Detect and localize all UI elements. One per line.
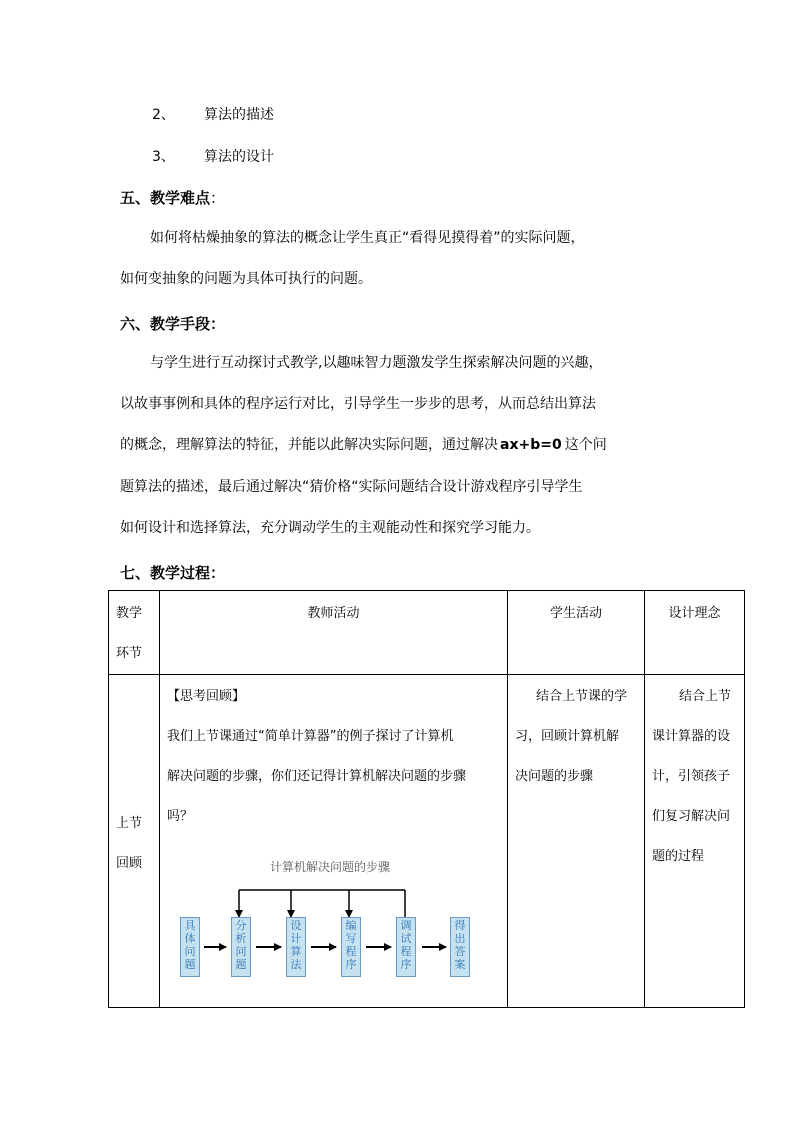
- header-design-label: 设计理念: [668, 606, 721, 621]
- section5-heading-text: 五、教学难点: [120, 189, 211, 207]
- section6-equation: ax+b=0: [500, 437, 562, 453]
- row1-student-line: 习，回顾计算机解: [515, 729, 620, 744]
- section6-line-2: 以故事事例和具体的程序运行对比，引导学生一步步的思考，从而总结出算法: [120, 396, 596, 412]
- header-student: [508, 591, 645, 675]
- list-item-2-number: 2、: [152, 107, 175, 123]
- row1-teacher-line: 解决问题的步骤，你们还记得计算机解决问题的步骤: [167, 769, 467, 784]
- row1-design-line: 课计算器的设: [652, 729, 731, 744]
- section5-heading-colon: ：: [210, 189, 226, 207]
- table-header-row: [109, 591, 745, 675]
- section7-heading: 七、教学过程：: [120, 564, 226, 582]
- row1-teacher-line: 我们上节课通过“简单计算器”的例子探讨了计算机: [167, 729, 454, 744]
- header-stage: [109, 591, 160, 675]
- flow-step-get-answer: 得出答案: [450, 917, 470, 977]
- row1-teacher-title: 【思考回顾】: [167, 689, 246, 704]
- row1-design-line: 计，引领孩子: [652, 769, 731, 784]
- row1-design-line: 题的过程: [652, 849, 705, 864]
- row1-teacher-line: 吗？: [167, 809, 194, 824]
- section5-heading: [120, 187, 225, 208]
- flow-step-write-program: 编写程序: [341, 917, 361, 977]
- list-item-3-number: 3、: [152, 149, 175, 165]
- table-row: [109, 675, 745, 1008]
- header-stage-line: 教学: [116, 606, 143, 621]
- header-teacher-label: 教师活动: [307, 606, 360, 621]
- row1-student-line: 结合上节课的学: [536, 689, 628, 704]
- section6-line-5: 如何设计和选择算法，充分调动学生的主观能动性和探究学习能力。: [120, 520, 540, 536]
- section5-line-2: 如何变抽象的问题为具体可执行的问题。: [120, 271, 372, 287]
- flow-step-concrete-problem: 具体问题: [180, 917, 200, 977]
- flowchart-title: 计算机解决问题的步骤: [270, 860, 391, 874]
- row1-teacher: [160, 675, 508, 1008]
- section6-line-3-tail: 这个问: [564, 437, 607, 453]
- header-teacher: [160, 591, 508, 675]
- flowchart: [160, 675, 508, 1008]
- row1-student: [508, 675, 645, 1008]
- header-student-label: 学生活动: [549, 606, 602, 621]
- row1-student-line: 决问题的步骤: [515, 769, 594, 784]
- row1-design-line: 结合上节: [679, 689, 732, 704]
- section6-line-3-text: 的概念，理解算法的特征，并能以此解决实际问题，通过解决: [120, 437, 498, 453]
- section6-heading: 六、教学手段：: [120, 315, 226, 333]
- row1-stage-line: 上节: [116, 816, 143, 831]
- list-item-3-text: 算法的设计: [204, 149, 274, 165]
- section5-line-1: 如何将枯燥抽象的算法的概念让学生真正“看得见摸得着”的实际问题，: [150, 230, 585, 246]
- section6-line-3: [120, 438, 607, 452]
- header-design: [645, 591, 745, 675]
- section6-line-1: 与学生进行互动探讨式教学,以趣味智力题激发学生探索解决问题的兴趣，: [150, 355, 603, 371]
- section6-line-4: 题算法的描述，最后通过解决“猜价格“实际问题结合设计游戏程序引导学生: [120, 479, 583, 495]
- row1-stage: [109, 675, 160, 1008]
- flow-step-debug-program: 调试程序: [396, 917, 416, 977]
- row1-stage-line: 回顾: [116, 856, 143, 871]
- teaching-process-table: [108, 590, 745, 1008]
- flow-step-analyze-problem: 分析问题: [231, 917, 251, 977]
- flow-step-design-algorithm: 设计算法: [286, 917, 306, 977]
- header-stage-line: 环节: [116, 646, 143, 661]
- list-item-2-text: 算法的描述: [204, 107, 274, 123]
- row1-design-line: 们复习解决问: [652, 809, 731, 824]
- row1-design: [645, 675, 745, 1008]
